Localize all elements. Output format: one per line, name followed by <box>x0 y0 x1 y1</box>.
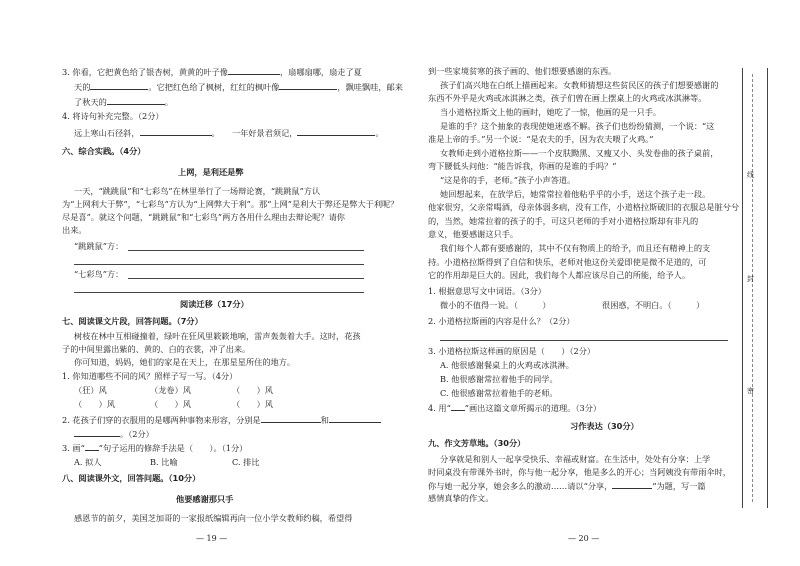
underline-mark <box>451 405 465 411</box>
right-para-10: 她回想起来，在放学后，她常常拉着他粘乎乎的小手，送这个孩子走一段。 <box>440 189 711 199</box>
right-q1-a[interactable]: 微小的不值得一说。（ ） <box>440 300 551 310</box>
q4-text-a: 远上寒山石径斜， <box>74 128 140 138</box>
q4-text: 4. 用“ <box>428 403 451 413</box>
q4-text-b: ”画出这篇文章所揭示的道理。（3分） <box>464 403 602 413</box>
section-6-answer-1-label: “跳跳鼠”方： <box>74 241 124 251</box>
section-6-para-2: 为“上网利大于弊”，“七彩鸟”方认为“上网弊大于利”。那“上网”是利大于弊还是弊大于利呢？ <box>62 199 399 209</box>
right-q3-b[interactable]: B. 他很感谢常拉着他手的同学。 <box>440 374 558 384</box>
section-7-q1-f[interactable]: （ ）风 <box>232 399 273 409</box>
right-q2: 2. 小道格拉斯画的内容是什么？（2分） <box>428 316 575 326</box>
section-7-q1: 1. 你知道哪些不同的风？照样子写一写。（4分） <box>62 371 238 381</box>
q3-text: 3. 你看，它把黄色给了银杏树，黄黄的叶子像 <box>62 67 228 77</box>
section-7-q1-d[interactable]: （ ）风 <box>74 399 115 409</box>
answer-line[interactable] <box>440 340 728 341</box>
q3-text-e: ，飘哇飘哇，邮来 <box>337 82 403 92</box>
answer-blank[interactable] <box>140 127 212 136</box>
right-para-3: 东西不外乎是火鸡或冰淇淋之类，孩子们曾在画上摆桌上的火鸡或冰淇淋等。 <box>428 93 707 103</box>
right-para-9: “这是你的手，老师。”孩子小声答道。 <box>440 175 576 185</box>
right-para-16: 它的作用却是巨大的。因此，我们每个人都应该尽自己的所能，给予人。 <box>428 270 691 280</box>
section-8-title: 八、阅读课外文，回答问题。（10分） <box>62 473 201 483</box>
option-c[interactable]: C. 排比 <box>232 457 260 467</box>
q3-text-b: ，扇哪扇哪，扇走了夏 <box>279 67 362 77</box>
answer-blank[interactable] <box>329 414 381 423</box>
q2-text-b: 和 <box>320 415 329 425</box>
cut-line <box>752 74 754 502</box>
q3-line3 <box>74 96 173 108</box>
q2-text: 2. 花孩子们穿的衣服用的是哪两种事物来形容，分别是 <box>62 415 261 425</box>
answer-blank[interactable] <box>279 81 337 90</box>
s9-text: 你与她一起分享，她会多么的激动……请以“分享， <box>428 481 613 491</box>
right-para-12: 的，当然，她常拉着的孩子的手，可这只老师的手对小道格拉斯却有非凡的 <box>428 216 699 226</box>
q3-text-g: 。 <box>164 97 173 107</box>
answer-blank[interactable] <box>107 96 165 105</box>
section-8-para-1: 感恩节的前夕，美国芝加哥的一家报纸编辑再向一位小学女教师约稿，希望得 <box>74 513 353 523</box>
section-6-answer-2-label: “七彩鸟”方： <box>74 269 124 279</box>
right-para-8: 弯下腰低头问他：“能告诉我，你画的是谁的手吗？” <box>428 161 617 171</box>
section-6-para-1: 一天，“跳跳鼠”和“七彩鸟”在林里举行了一场辩论赛，“跳跳鼠”方认 <box>74 186 321 196</box>
right-para-11: 他家很穷，父亲常喝酒，母亲体弱多病，没有工作，小道格拉斯破旧的衣服总是脏兮兮 <box>428 202 740 212</box>
right-para-1: 到一些家境贫寒的孩子画的、他们想要感谢的东西。 <box>428 66 617 76</box>
section-7-para-1: 树枝在林中互相碰撞着，绿叶在狂风里簌簌地响，雷声轰轰着大手。这时，花孩 <box>74 331 361 341</box>
right-q1-b[interactable]: 很困惑，不明白。（ ） <box>602 300 705 310</box>
q3-text-c: 天的 <box>74 82 91 92</box>
section-9-para-4: 感情真挚的作文。 <box>428 493 494 503</box>
option-b[interactable]: B. 比喻 <box>150 457 178 467</box>
page-number-20: — 20 — <box>568 534 600 543</box>
option-a[interactable]: A. 拟人 <box>74 457 102 467</box>
q4-text-b: 。 一年好景君须记， <box>211 128 298 138</box>
section-7-q2 <box>62 414 381 426</box>
section-6-heading: 上网，是利还是弊 <box>178 167 244 177</box>
answer-blank[interactable] <box>261 414 321 423</box>
section-9-para-3 <box>428 480 706 492</box>
right-para-13: 意义，他要感谢这只手。 <box>428 229 519 239</box>
right-para-2: 孩子们高兴地在白纸上描画起来。女教师猜想这些贫民区的孩子们想要感谢的 <box>440 80 719 90</box>
answer-blank[interactable] <box>228 66 280 75</box>
strip-label-1: 线 <box>747 171 754 179</box>
right-para-5: 是谁的手？这个抽象的表现使她迷惑不解。孩子们也纷纷猜测，一个说：“这 <box>440 121 715 131</box>
right-q4 <box>428 403 601 414</box>
q4-title: 4. 将诗句补充完整。（2分） <box>62 111 164 121</box>
section-9-para-1: 分享就是和别人一起享受快乐、幸福或财富。在生活中，处处有分享：上学 <box>440 454 711 464</box>
section-6-para-4: 出来。 <box>62 225 87 235</box>
right-q3-c[interactable]: C. 他很感谢常拉着他手的老师。 <box>440 388 558 398</box>
q3-text-b: ”句子运用的修辞手法是（ ）。（1分） <box>98 443 248 453</box>
answer-line[interactable] <box>74 264 364 265</box>
right-para-7: 女教师走到小道格拉斯——一个皮肤黝黑、又瘦又小、头发卷曲的孩子桌前， <box>440 148 719 158</box>
section-8-heading: 他要感谢那只手 <box>176 494 234 504</box>
section-7-para-2: 子的中间里露出紫的、黄的、白的衣裳，冲了出来。 <box>62 344 251 354</box>
q4-text-c: 。 <box>375 128 384 138</box>
section-7-q1-b: （龙卷）风 <box>150 385 191 395</box>
writing-section-title: 习作表达（30分） <box>570 421 639 431</box>
answer-line[interactable] <box>128 250 364 251</box>
reading-section-title: 阅读迁移（17分） <box>180 299 249 309</box>
right-para-6: 准是上帝的手。”另一个说：“是农夫的手，因为农夫喂了火鸡。” <box>428 134 654 144</box>
section-7-title: 七、阅读课文片段，回答问题。（7分） <box>62 316 203 326</box>
right-para-14: 我们每个人都有要感谢的，其中不仅有物质上的给予，而且还有精神上的支 <box>440 243 711 253</box>
section-7-q1-e[interactable]: （ ）风 <box>150 399 191 409</box>
q3-line2 <box>74 81 403 93</box>
q3-text: 3. 画“ <box>62 443 85 453</box>
section-7-q1-a: （狂）风 <box>74 385 107 395</box>
answer-line[interactable] <box>74 292 364 293</box>
section-6-para-3: 尽是喜”。就这个问题，“跳跳鼠”和“七彩鸟”两方各用什么理由去辩论呢？请你 <box>62 212 345 222</box>
right-q3-a[interactable]: A. 他很感谢餐桌上的火鸡或冰淇淋。 <box>440 360 574 370</box>
strip-label-2: 封 <box>747 275 754 283</box>
q3-text-f: 了秋天的 <box>74 97 107 107</box>
answer-blank[interactable] <box>297 127 375 136</box>
right-q1: 1. 根据意思写文中词语。（3分） <box>428 286 546 296</box>
strip-label-3: 密 <box>747 387 754 395</box>
binding-strip <box>742 68 768 508</box>
right-para-4: 当小道格拉斯文上他的画时，她吃了一惊，他画的是一只手。 <box>440 107 662 117</box>
q2-text-c: 。（2分） <box>120 429 154 439</box>
answer-blank[interactable] <box>74 428 120 437</box>
section-7-q3 <box>62 443 247 454</box>
right-q3: 3. 小道格拉斯这样画的原因是（ ）（2分） <box>428 346 596 356</box>
section-9-title: 九、作文芳草地。（30分） <box>428 438 526 448</box>
s9-text-b: ”为题，写一篇 <box>652 481 706 491</box>
section-7-q2-cont <box>74 428 154 440</box>
q3-text-d: 。它把红色给了枫树，红红的枫叶像 <box>148 82 280 92</box>
answer-blank[interactable] <box>90 81 148 90</box>
section-6-title: 六、综合实践。（4分） <box>62 146 146 156</box>
answer-line[interactable] <box>128 278 364 279</box>
right-para-15: 持。小道格拉斯得到了自信和快乐，老师对他这份关爱即使是微不足道的，可 <box>428 257 707 267</box>
wave-mark <box>85 445 99 451</box>
section-9-para-2: 时同桌没有带课外书时，你与他一起分享，他是多么的开心；当阿姨没有带雨伞时， <box>428 467 731 477</box>
q4-line <box>74 127 384 139</box>
section-7-q1-c[interactable]: （ ）风 <box>232 385 273 395</box>
q3-line1 <box>62 66 362 78</box>
title-blank[interactable] <box>612 480 652 489</box>
section-7-para-3: 你可知道，妈妈，她们的家是在天上，在那星星所住的地方。 <box>74 357 296 367</box>
page-number-19: — 19 — <box>196 534 228 543</box>
